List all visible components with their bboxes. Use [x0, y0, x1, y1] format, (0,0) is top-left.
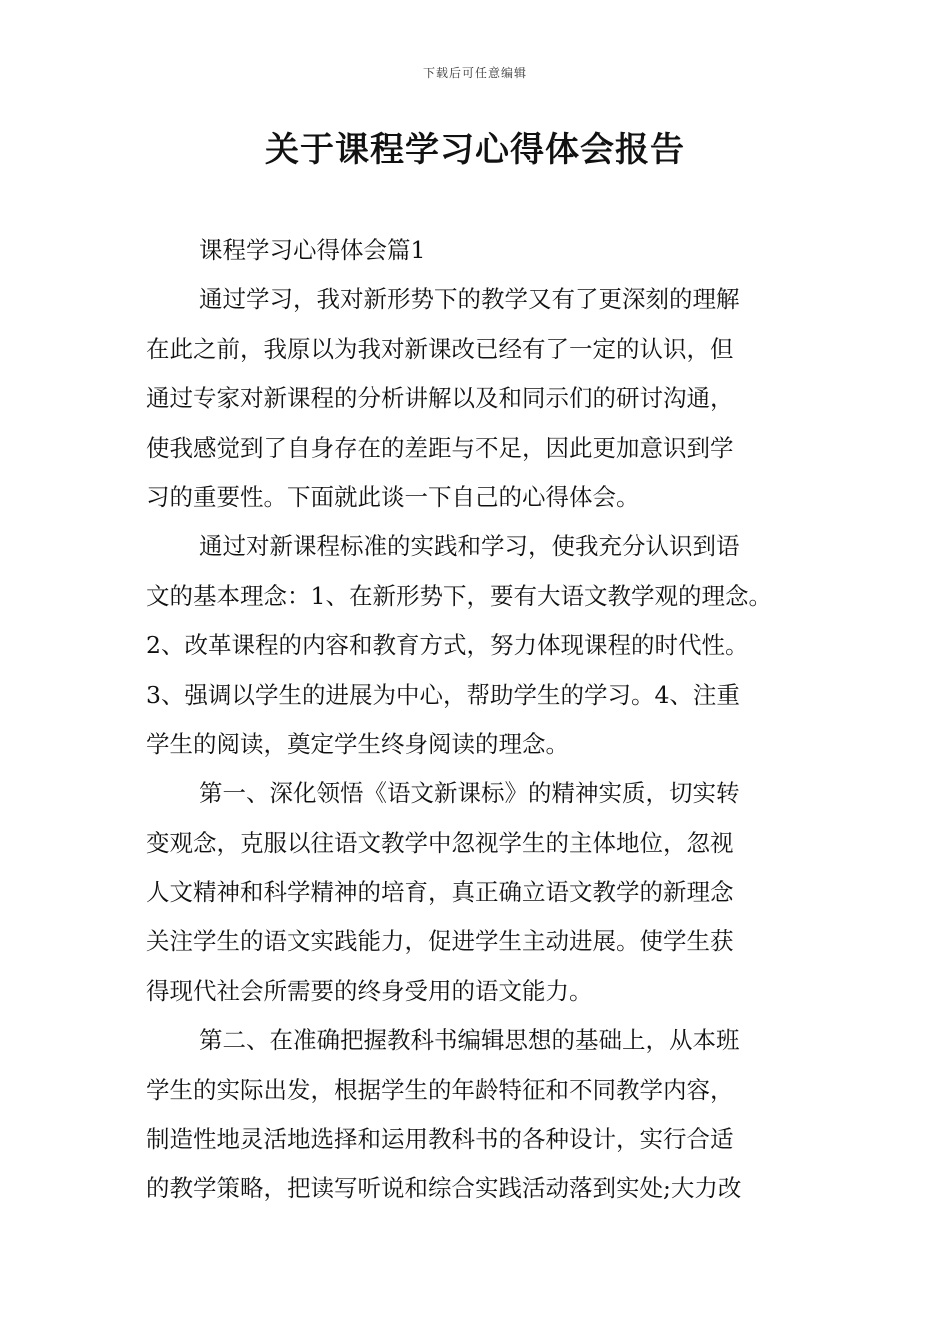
paragraph-line: 通过专家对新课程的分析讲解以及和同示们的研讨沟通， [146, 384, 734, 413]
paragraph-4 [146, 1016, 812, 1214]
paragraph-line: 人文精神和科学精神的培育，真正确立语文教学的新理念 [146, 878, 734, 907]
paragraph-line: 第二、在准确把握教科书编辑思想的基础上，从本班 [199, 1026, 740, 1055]
paragraph-line: 学生的阅读，奠定学生终身阅读的理念。 [146, 729, 569, 758]
paragraph-line: 学生的实际出发，根据学生的年龄特征和不同教学内容， [146, 1075, 734, 1104]
document-title: 关于课程学习心得体会报告 [265, 130, 685, 170]
section-heading-text: 课程学习心得体会篇1 [199, 236, 426, 264]
paragraph-line: 使我感觉到了自身存在的差距与不足，因此更加意识到学 [146, 433, 734, 462]
paragraph-line: 得现代社会所需要的终身受用的语文能力。 [146, 976, 593, 1005]
paragraph-line: 变观念，克服以往语文教学中忽视学生的主体地位，忽视 [146, 828, 734, 857]
paragraph-line: 的教学策略，把读写听说和综合实践活动落到实处;大力改 [146, 1174, 742, 1203]
paragraph-1 [146, 275, 812, 522]
paragraph-line: 2、改革课程的内容和教育方式，努力体现课程的时代性。 [146, 631, 749, 660]
paragraph-line: 文的基本理念：1、在新形势下，要有大语文教学观的理念。 [146, 581, 772, 610]
paragraph-line: 3、强调以学生的进展为中心，帮助学生的学习。4、注重 [146, 680, 740, 709]
paragraph-line: 制造性地灵活地选择和运用教科书的各种设计，实行合适 [146, 1125, 734, 1154]
paragraph-line: 第一、深化领悟《语文新课标》的精神实质，切实转 [199, 779, 740, 808]
paragraph-line: 习的重要性。下面就此谈一下自己的心得体会。 [146, 482, 640, 511]
paragraph-line: 通过学习，我对新形势下的教学又有了更深刻的理解 [199, 285, 740, 314]
paragraph-line: 在此之前，我原以为我对新课改已经有了一定的认识，但 [146, 334, 734, 363]
section-heading [146, 226, 812, 275]
paragraph-3 [146, 769, 812, 1016]
header-note: 下载后可任意编辑 [422, 66, 527, 80]
paragraph-line: 通过对新课程标准的实践和学习，使我充分认识到语 [199, 532, 740, 561]
paragraph-line: 关注学生的语文实践能力，促进学生主动进展。使学生获 [146, 927, 734, 956]
paragraph-2 [146, 522, 812, 769]
document-body [146, 226, 812, 1214]
